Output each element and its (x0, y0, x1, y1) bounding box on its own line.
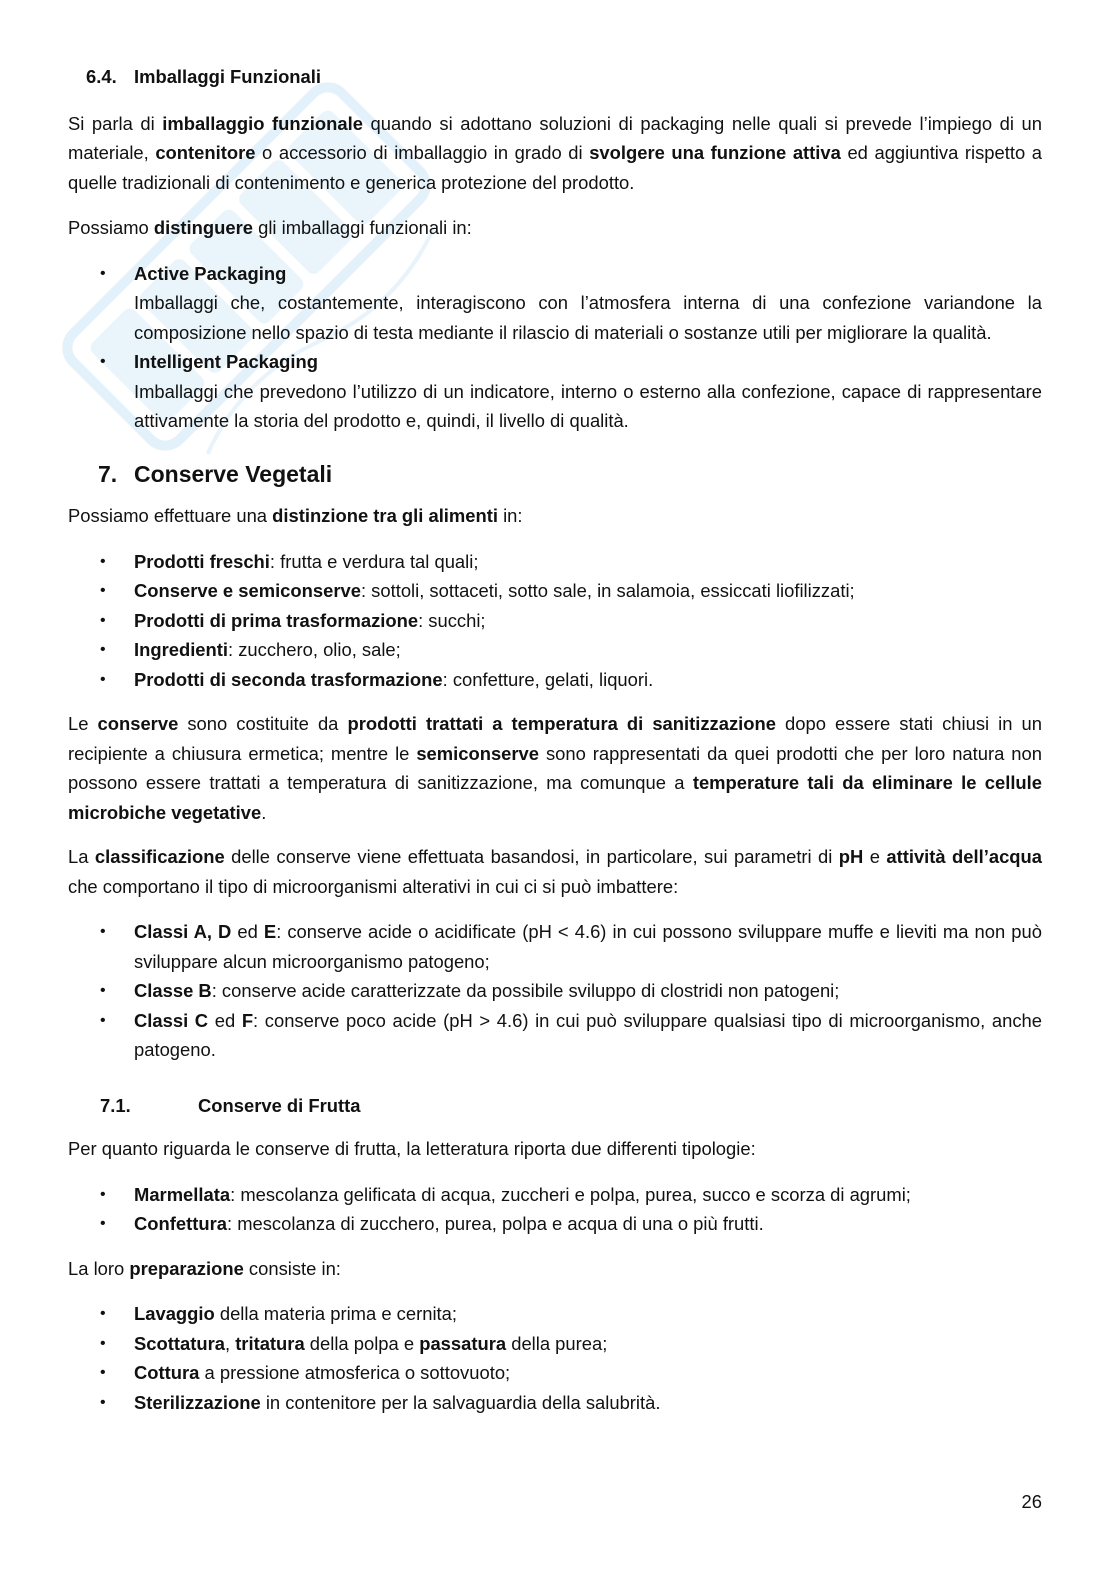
text-run: dopo essere stati chiusi in un recipiente a chiusura ermetica; mentre le (68, 713, 1042, 764)
bullet-icon: • (100, 552, 106, 570)
text-run: . (261, 801, 267, 823)
bold-text: distinguere (153, 217, 253, 238)
text-run: : succhi; (418, 609, 486, 631)
bold-text: Ingredienti (134, 639, 229, 660)
list-item (68, 1180, 1042, 1210)
page-number: 26 (1021, 1491, 1042, 1512)
bold-text: Scottatura (134, 1332, 225, 1354)
paragraph (68, 501, 1042, 531)
paragraph (68, 213, 1042, 243)
list-item (68, 1299, 1042, 1329)
bullet-icon: • (100, 582, 106, 599)
food-distinction-list (68, 547, 1042, 695)
list-item (68, 1388, 1042, 1418)
text-run: Le (68, 713, 98, 734)
list-item (68, 665, 1042, 695)
text-run: sono costituite da (178, 713, 348, 734)
page-content (68, 62, 1042, 1417)
bold-text: Marmellata (134, 1183, 231, 1205)
bullet-icon: • (100, 1215, 106, 1232)
text-run: ed (208, 1009, 242, 1031)
text-run: Possiamo effettuare una (68, 505, 273, 526)
text-run: che comportano il tipo di microorganismi alterativi in cui ci si può imbattere: (68, 875, 679, 897)
text-run: , (224, 1332, 236, 1354)
list-item (68, 606, 1042, 636)
text-run: : frutta e verdura tal quali; (269, 550, 479, 572)
text-run: Possiamo (68, 217, 154, 238)
list-item (68, 917, 1042, 976)
list-item (68, 976, 1042, 1006)
bullet-icon: • (100, 641, 106, 658)
bold-text: contenitore (155, 142, 256, 163)
list-item: • Active Packaging Imballaggi che, costantemente, interagiscono con l’atmosfera interna di una confezione variandone la composizione nello spazio di testa mediante il rilascio di materiali o sostanze utili per migliorare la qualità. (68, 259, 1042, 348)
text-run: delle conserve viene effettuata basandosi, in particolare, sui parametri di (224, 846, 839, 867)
bullet-icon: • (100, 1393, 106, 1411)
text-run: o accessorio di imballaggio in grado di (255, 142, 590, 163)
paragraph (68, 1134, 1042, 1164)
section-6-4-heading: 6.4. Imballaggi Funzionali (86, 66, 321, 87)
bullet-icon: • (100, 982, 106, 999)
list-item (68, 635, 1042, 665)
paragraph (68, 842, 1042, 901)
bold-text: preparazione (129, 1257, 244, 1279)
bullet-icon: • (100, 1305, 106, 1322)
bold-text: Classi C (134, 1009, 209, 1031)
bold-text: svolgere una funzione attiva (589, 142, 841, 163)
text-run: in: (497, 505, 523, 526)
list-item (68, 1006, 1042, 1065)
bold-text: prodotti trattati a temperatura di sanitizzazione (347, 713, 776, 734)
text-run: : mescolanza gelificata di acqua, zuccheri e polpa, purea, succo e scorza di agrumi; (230, 1183, 911, 1205)
text-run: : conserve acide caratterizzate da possibile sviluppo di clostridi non patogeni; (211, 980, 840, 1001)
section-7-heading: 7. Conserve Vegetali (98, 460, 333, 487)
bold-text: F (241, 1009, 254, 1031)
text-run: Per quanto riguarda le conserve di frutta, la letteratura riporta due differenti tipologie: (68, 1138, 756, 1159)
text-run: della purea; (506, 1332, 608, 1354)
bullet-icon: • (100, 1185, 106, 1203)
bullet-icon: • (100, 611, 106, 629)
bold-text: Sterilizzazione (134, 1391, 261, 1413)
preparation-steps-list (68, 1299, 1042, 1417)
list-item (68, 1209, 1042, 1239)
bullet-icon: • (100, 1364, 106, 1381)
bold-text: Classi A, D (134, 921, 232, 942)
paragraph (68, 1254, 1042, 1284)
text-run: della polpa e (304, 1332, 420, 1354)
text-run: : confetture, gelati, liquori. (442, 668, 654, 690)
bold-text: Classe B (134, 980, 212, 1001)
paragraph (68, 109, 1042, 198)
text-run: della materia prima e cernita; (214, 1303, 457, 1324)
text-run: e (863, 846, 887, 867)
bold-text: Prodotti di seconda trasformazione (134, 668, 443, 690)
fruit-conserve-types-list (68, 1180, 1042, 1239)
list-item (68, 547, 1042, 577)
section-7-1-heading: 7.1. Conserve di Frutta (100, 1094, 361, 1116)
bullet-icon: • (100, 670, 106, 688)
bold-text: Confettura (134, 1213, 227, 1234)
text-run: : conserve acide o acidificate (pH < 4.6) in cui possono sviluppare muffe e lieviti ma non può sviluppare alcun microorganismo patogeno; (134, 921, 1042, 972)
text-run: : conserve poco acide (pH > 4.6) in cui può sviluppare qualsiasi tipo di microorganismo, anche patogeno. (134, 1009, 1042, 1060)
bullet-icon: • (100, 1011, 106, 1029)
bold-text: Conserve e semiconserve (134, 580, 361, 601)
text-run: gli imballaggi funzionali in: (252, 217, 472, 238)
bullet-icon: • (100, 1334, 106, 1352)
functional-packaging-list (68, 259, 1042, 436)
text-run: : zucchero, olio, sale; (228, 639, 401, 660)
bold-text: tritatura (235, 1332, 305, 1354)
bullet-icon: • (100, 353, 106, 370)
text-run: sono rappresentati da quei prodotti che per loro natura non possono essere trattati a temperatura di sanitizzazione, ma comunque a (68, 742, 1042, 793)
bold-text: Prodotti freschi (134, 550, 270, 572)
text-run: La (68, 846, 95, 867)
bold-text: E (263, 921, 277, 942)
bold-text: distinzione tra gli alimenti (272, 505, 498, 526)
text-run: Si parla di (68, 112, 163, 134)
conserve-classes-list (68, 917, 1042, 1065)
bold-text: imballaggio funzionale (162, 112, 363, 134)
text-run: : mescolanza di zucchero, purea, polpa e acqua di una o più frutti. (226, 1213, 764, 1234)
list-item: • Intelligent Packaging Imballaggi che prevedono l’utilizzo di un indicatore, interno o esterno alla confezione, capace di rappresentare attivamente la storia del prodotto e, quindi, il livello di qualità. (68, 347, 1042, 436)
bold-text: Cottura (134, 1362, 200, 1383)
bullet-icon: • (100, 923, 106, 940)
text-run: in contenitore per la salvaguardia della salubrità. (260, 1391, 661, 1413)
bold-text: conserve (97, 713, 179, 734)
text-run: : sottoli, sottaceti, sotto sale, in salamoia, essiccati liofilizzati; (360, 580, 855, 601)
list-item (68, 1358, 1042, 1388)
paragraph (68, 709, 1042, 827)
bold-text: temperature tali da eliminare le cellule microbiche vegetative (68, 772, 1042, 823)
bold-text: passatura (419, 1332, 507, 1354)
bold-text: classificazione (94, 846, 225, 867)
text-run: consiste in: (243, 1257, 341, 1279)
list-item (68, 1329, 1042, 1359)
bold-text: Prodotti di prima trasformazione (134, 609, 419, 631)
bold-text: attività dell’acqua (886, 846, 1042, 867)
bold-text: semiconserve (416, 742, 540, 764)
text-run: La loro (68, 1257, 130, 1279)
bullet-icon: • (100, 264, 106, 282)
bold-text: pH (838, 846, 864, 867)
text-run: quando si adottano soluzioni di packaging nelle quali si prevede l’impiego di un materiale, (68, 112, 1042, 163)
text-run: a pressione atmosferica o sottovuoto; (199, 1362, 511, 1383)
text-run: ed (231, 921, 264, 942)
list-item (68, 576, 1042, 606)
text-run: ed aggiuntiva rispetto a quelle tradizionali di contenimento e generica protezione del prodotto. (68, 142, 1042, 193)
bold-text: Lavaggio (134, 1303, 215, 1324)
